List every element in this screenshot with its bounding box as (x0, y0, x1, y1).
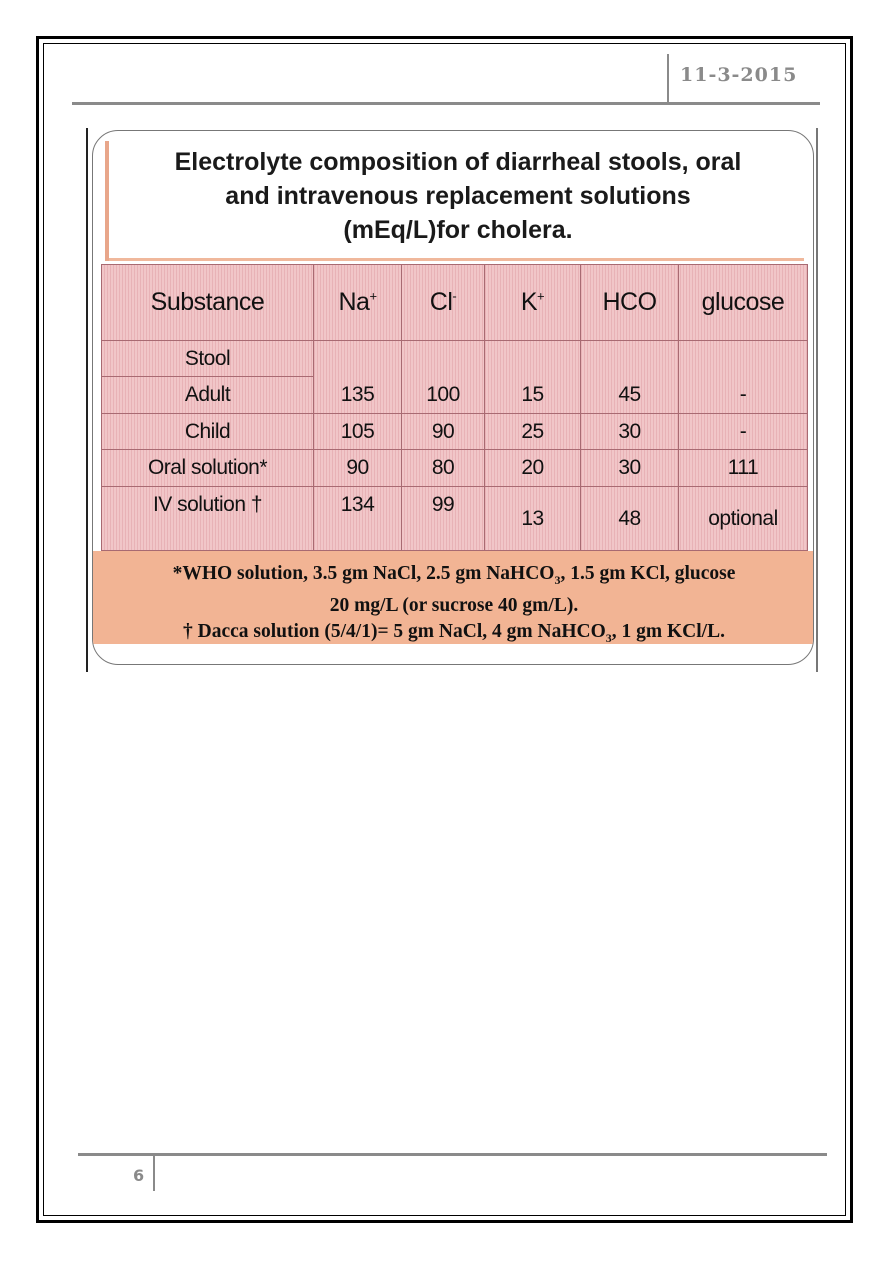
header-k: K+ (485, 265, 581, 341)
cell-adult-glucose: - (679, 341, 808, 414)
title-line-2: and intravenous replacement solutions (225, 182, 691, 210)
cell-adult-na: 135 (314, 341, 402, 414)
cell-oral-k: 20 (485, 450, 581, 487)
title-line-1: Electrolyte composition of diarrheal stools, oral (174, 148, 742, 176)
footer-rule (78, 1153, 827, 1156)
header-date: 11-3-2015 (680, 64, 798, 86)
cell-oral-na: 90 (314, 450, 402, 487)
cell-iv-k: 13 (485, 487, 581, 551)
cell-oral-hco: 30 (581, 450, 679, 487)
cell-child-hco: 30 (581, 414, 679, 450)
cell-child-cl: 90 (402, 414, 485, 450)
header-glucose: glucose (679, 265, 808, 341)
footnote-line-3: † Dacca solution (5/4/1)= 5 gm NaCl, 4 gm NaHCO$_3$, 1 gm KCl/L. (183, 620, 725, 645)
cell-oral-cl: 80 (402, 450, 485, 487)
slide-footnote (93, 551, 814, 644)
header-substance: Substance (102, 265, 314, 341)
row-label: Adult (102, 377, 314, 414)
table-row (102, 487, 808, 551)
slide-title (113, 145, 803, 247)
header-cl: Cl- (402, 265, 485, 341)
cell-adult-k: 15 (485, 341, 581, 414)
title-accent-bar (105, 141, 109, 261)
title-line-3: (mEq/L)for cholera. (343, 216, 573, 244)
table-row (102, 414, 808, 450)
footnote-line-1: *WHO solution, 3.5 gm NaCl, 2.5 gm NaHCO$_3$, 1.5 gm KCl, glucose (172, 563, 736, 587)
cell-child-glucose: - (679, 414, 808, 450)
title-underline (109, 258, 804, 261)
table-row (102, 341, 808, 377)
slide-left-bar (86, 128, 88, 672)
row-label: Stool (102, 341, 314, 377)
cell-iv-cl: 99 (402, 487, 485, 551)
header-hco: HCO (581, 265, 679, 341)
cell-oral-glucose: 111 (679, 450, 808, 487)
cell-adult-hco: 45 (581, 341, 679, 414)
row-label: Child (102, 414, 314, 450)
header-divider (667, 54, 669, 104)
page-number: 6 (133, 1166, 145, 1185)
cell-child-k: 25 (485, 414, 581, 450)
cell-adult-cl: 100 (402, 341, 485, 414)
table-header-row (102, 265, 808, 341)
cell-iv-glucose: optional (679, 487, 808, 551)
footnote-line-2: 20 mg/L (or sucrose 40 gm/L). (329, 594, 579, 616)
cell-child-na: 105 (314, 414, 402, 450)
cell-iv-hco: 48 (581, 487, 679, 551)
slide-image (92, 130, 814, 665)
header-rule (72, 102, 820, 105)
footer-divider (153, 1155, 155, 1191)
slide-right-bar (816, 128, 818, 672)
cell-iv-na: 134 (314, 487, 402, 551)
electrolyte-table (101, 264, 807, 551)
table-row (102, 450, 808, 487)
row-label: IV solution † (102, 487, 314, 551)
row-label: Oral solution* (102, 450, 314, 487)
header-na: Na+ (314, 265, 402, 341)
